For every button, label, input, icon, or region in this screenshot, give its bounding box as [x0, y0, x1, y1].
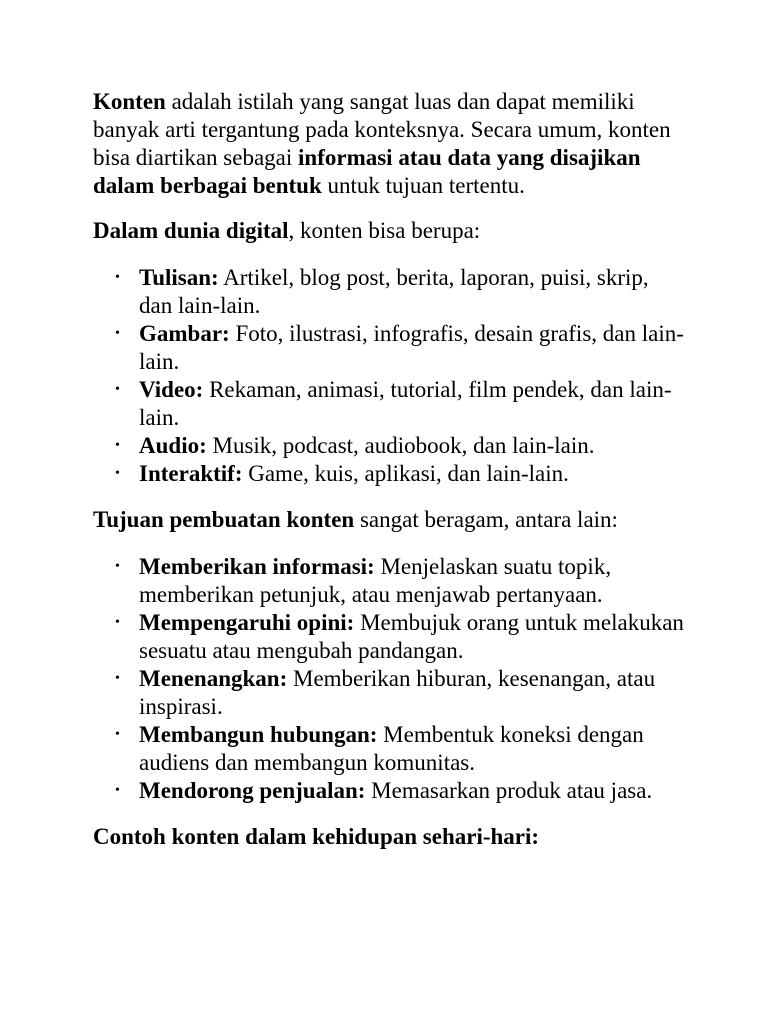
list-item-desc: Membentuk koneksi dengan audiens dan membangun komunitas. — [139, 722, 644, 775]
list-item — [93, 721, 685, 777]
bullet-icon: • — [115, 783, 120, 798]
purpose-paragraph — [93, 506, 685, 534]
bullet-icon: • — [115, 615, 120, 630]
list-item — [93, 460, 685, 488]
list-item-desc: Foto, ilustrasi, infografis, desain grafis, dan lain-lain. — [139, 321, 684, 374]
intro-text-2: untuk tujuan tertentu. — [321, 173, 525, 198]
list-item-term: Mendorong penjualan: — [139, 778, 366, 803]
examples-heading-text: Contoh konten dalam kehidupan sehari-hari: — [93, 824, 540, 849]
digital-bold: Dalam dunia digital — [93, 218, 289, 243]
list-item-term: Gambar: — [139, 321, 230, 346]
bullet-icon: • — [115, 466, 120, 481]
list-item-term: Tulisan: — [139, 265, 219, 290]
list-item-desc: Artikel, blog post, berita, laporan, puisi, skrip, dan lain-lain. — [139, 265, 649, 318]
digital-text: , konten bisa berupa: — [288, 218, 481, 243]
intro-paragraph — [93, 88, 685, 200]
purpose-text: sangat beragam, antara lain: — [354, 507, 618, 532]
list-item — [93, 553, 685, 609]
list-item-term: Mempengaruhi opini: — [139, 610, 355, 635]
list-item — [93, 432, 685, 460]
bullet-icon: • — [115, 559, 120, 574]
content-forms-list — [93, 264, 685, 488]
list-item-term: Membangun hubungan: — [139, 722, 378, 747]
purpose-bold: Tujuan pembuatan konten — [93, 507, 355, 532]
list-item-term: Menenangkan: — [139, 666, 288, 691]
list-item-desc: Membujuk orang untuk melakukan sesuatu atau mengubah pandangan. — [139, 610, 684, 663]
list-item-term: Audio: — [139, 433, 207, 458]
list-item — [93, 376, 685, 432]
content-purposes-list — [93, 553, 685, 805]
list-item-desc: Musik, podcast, audiobook, dan lain-lain. — [206, 433, 595, 458]
list-item-term: Memberikan informasi: — [139, 554, 375, 579]
bullet-icon: • — [115, 727, 120, 742]
list-item — [93, 320, 685, 376]
list-item-desc: Rekaman, animasi, tutorial, film pendek, dan lain-lain. — [139, 377, 672, 430]
list-item-desc: Menjelaskan suatu topik, memberikan petunjuk, atau menjawab pertanyaan. — [139, 554, 612, 607]
list-item-term: Interaktif: — [139, 461, 243, 486]
intro-bold-phrase: informasi atau data yang disajikan dalam berbagai bentuk — [93, 145, 641, 198]
intro-text-1: adalah istilah yang sangat luas dan dapat memiliki banyak arti tergantung pada konteksnya. Secara umum, konten bisa diartikan sebagai — [93, 89, 671, 170]
examples-heading — [93, 823, 685, 851]
bullet-icon: • — [115, 382, 120, 397]
list-item — [93, 665, 685, 721]
intro-term: Konten — [93, 89, 166, 114]
digital-paragraph — [93, 217, 685, 245]
list-item-desc: Game, kuis, aplikasi, dan lain-lain. — [242, 461, 569, 486]
list-item-term: Video: — [139, 377, 204, 402]
bullet-icon: • — [115, 438, 120, 453]
list-item — [93, 777, 685, 805]
bullet-icon: • — [115, 270, 120, 285]
list-item-desc: Memberikan hiburan, kesenangan, atau inspirasi. — [139, 666, 656, 719]
list-item — [93, 609, 685, 665]
list-item — [93, 264, 685, 320]
list-item-desc: Memasarkan produk atau jasa. — [365, 778, 653, 803]
bullet-icon: • — [115, 671, 120, 686]
document-page — [93, 88, 685, 851]
bullet-icon: • — [115, 326, 120, 341]
